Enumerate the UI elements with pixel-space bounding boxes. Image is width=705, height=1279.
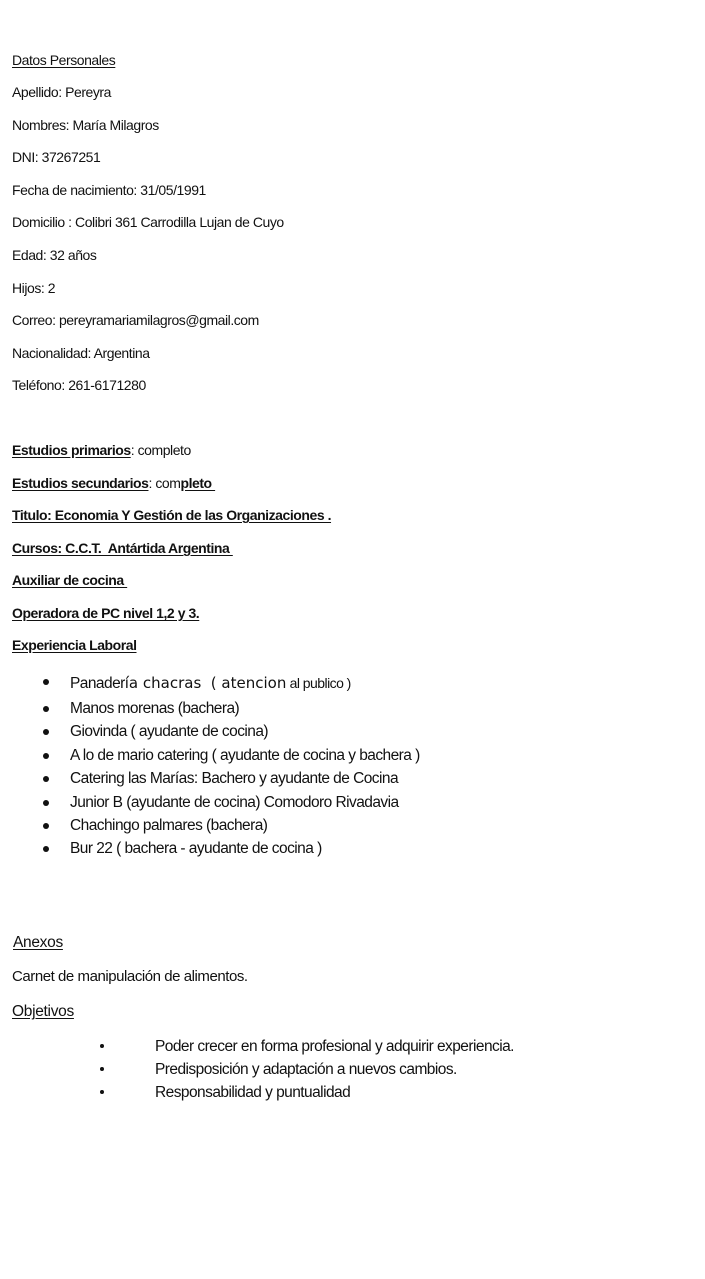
auxiliar-line: Auxiliar de cocina: [12, 572, 128, 588]
cursos-line: Cursos: C.C.T. Antártida Argentina: [12, 540, 233, 556]
estudios-secundarios-line: [12, 474, 215, 492]
bullet-icon: [100, 1090, 104, 1094]
experiencia-item-text: Manos morenas (bachera): [70, 700, 240, 717]
domicilio-line: Domicilio : Colibri 361 Carrodilla Lujan de Cuyo: [12, 214, 284, 230]
estudios-secundarios-value: : com: [148, 475, 181, 491]
bullet-icon: [43, 729, 49, 735]
bullet-icon: [100, 1067, 104, 1071]
objetivo-item-text: Predisposición y adaptación a nuevos cambios.: [155, 1061, 457, 1078]
estudios-secundarios-value-underlined: pleto: [180, 475, 216, 491]
experiencia-item-text: Catering las Marías: Bachero y ayudante de Cocina: [70, 770, 399, 788]
experiencia-item-part: ía chacras ( atencion: [124, 674, 287, 692]
objetivos-heading: Objetivos: [12, 1003, 74, 1020]
estudios-secundarios-label: Estudios secundarios: [12, 475, 149, 491]
personal-heading: Datos Personales: [12, 52, 116, 68]
nombres-line: Nombres: María Milagros: [12, 117, 159, 133]
estudios-primarios-value: : completo: [130, 442, 191, 458]
experiencia-item-text: Giovinda ( ayudante de cocina): [70, 723, 269, 741]
bullet-icon: [43, 753, 49, 759]
objetivo-item-text: Poder crecer en forma profesional y adquirir experiencia.: [155, 1038, 514, 1055]
hijos-line: Hijos: 2: [12, 280, 56, 296]
nacionalidad-line: Nacionalidad: Argentina: [12, 345, 150, 361]
dni-line: DNI: 37267251: [12, 149, 101, 165]
bullet-icon: [43, 679, 49, 685]
experiencia-item-text: A lo de mario catering ( ayudante de cocina y bachera ): [70, 746, 420, 764]
experiencia-item-text: Bur 22 ( bachera - ayudante de cocina ): [70, 840, 322, 858]
bullet-icon: [100, 1044, 104, 1048]
estudios-primarios-label: Estudios primarios: [12, 442, 131, 458]
telefono-line: Teléfono: 261-6171280: [12, 377, 146, 393]
experiencia-item-text: [70, 673, 351, 694]
bullet-icon: [43, 776, 49, 782]
bullet-icon: [43, 823, 49, 829]
bullet-icon: [43, 706, 49, 712]
titulo-line: Titulo: Economia Y Gestión de las Organizaciones .: [12, 507, 332, 523]
experiencia-item-part: al publico ): [286, 675, 351, 691]
experiencia-item-part: Panader: [70, 675, 125, 692]
experiencia-item-text: Junior B (ayudante de cocina) Comodoro Rivadavia: [70, 793, 399, 811]
objetivo-item-text: Responsabilidad y puntualidad: [155, 1084, 351, 1101]
estudios-primarios-line: [12, 441, 191, 459]
experiencia-item-text: Chachingo palmares (bachera): [70, 816, 268, 834]
apellido-line: Apellido: Pereyra: [12, 84, 111, 100]
correo-line: Correo: pereyramariamilagros@gmail.com: [12, 312, 259, 328]
experiencia-heading: Experiencia Laboral: [12, 637, 137, 653]
edad-line: Edad: 32 años: [12, 247, 97, 263]
fecha-nacimiento-line: Fecha de nacimiento: 31/05/1991: [12, 182, 206, 198]
bullet-icon: [43, 846, 49, 852]
anexos-text: Carnet de manipulación de alimentos.: [12, 968, 248, 985]
operadora-line: Operadora de PC nivel 1,2 y 3.: [12, 605, 200, 621]
anexos-heading: Anexos: [13, 934, 63, 951]
bullet-icon: [43, 800, 49, 806]
